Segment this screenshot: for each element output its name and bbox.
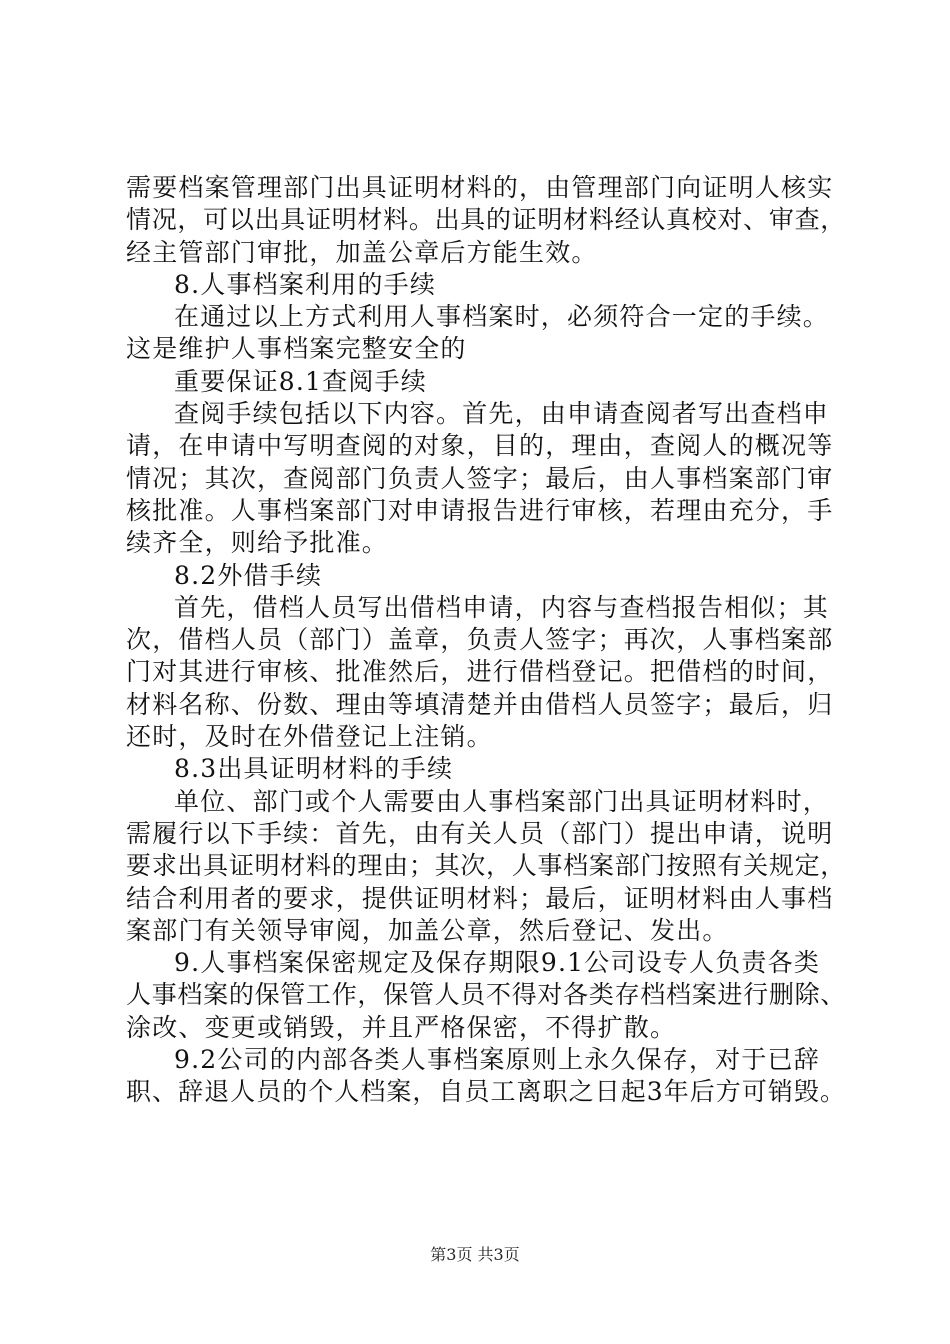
text-line: 需履行以下手续：首先，由有关人员（部门）提出申请，说明 (126, 818, 834, 848)
text-line: 案部门有关领导审阅，加盖公章，然后登记、发出。 (126, 915, 729, 945)
text-line: 9.2公司的内部各类人事档案原则上永久保存，对于已辞 (174, 1045, 820, 1075)
text-line: 这是维护人事档案完整安全的 (126, 334, 467, 364)
text-line: 请，在申请中写明查阅的对象，目的，理由，查阅人的概况等 (126, 431, 834, 461)
section-heading: 8.2外借手续 (174, 560, 323, 590)
text-line: 核批准。人事档案部门对申请报告进行审核，若理由充分，手 (126, 495, 834, 525)
text-line: 情况，可以出具证明材料。出具的证明材料经认真校对、审查， (126, 205, 846, 235)
section-heading: 9.人事档案保密规定及保存期限9.1公司设专人负责各类 (174, 948, 821, 978)
text-line: 经主管部门审批，加盖公章后方能生效。 (126, 237, 598, 267)
text-line: 在通过以上方式利用人事档案时，必须符合一定的手续。 (174, 302, 830, 332)
text-line: 首先，借档人员写出借档申请，内容与查档报告相似；其 (174, 592, 830, 622)
text-line: 涂改、变更或销毁，并且严格保密，不得扩散。 (126, 1012, 677, 1042)
text-line: 情况；其次，查阅部门负责人签字；最后，由人事档案部门审 (126, 463, 834, 493)
text-line: 需要档案管理部门出具证明材料的，由管理部门向证明人核实 (126, 173, 834, 202)
text-line: 结合利用者的要求，提供证明材料；最后，证明材料由人事档 (126, 883, 834, 913)
section-heading: 8.人事档案利用的手续 (174, 269, 437, 299)
text-line: 查阅手续包括以下内容。首先，由申请查阅者写出查档申 (174, 399, 830, 429)
section-heading: 重要保证8.1查阅手续 (174, 366, 427, 396)
text-line: 还时，及时在外借登记上注销。 (126, 722, 493, 752)
text-line: 续齐全，则给予批准。 (126, 528, 389, 558)
text-line: 要求出具证明材料的理由；其次，人事档案部门按照有关规定， (126, 851, 846, 881)
text-line: 次，借档人员（部门）盖章，负责人签字；再次，人事档案部 (126, 625, 834, 655)
section-heading: 8.3出具证明材料的手续 (174, 754, 454, 784)
text-line: 职、辞退人员的个人档案，自员工离职之日起3年后方可销毁。 (126, 1077, 846, 1107)
text-line: 人事档案的保管工作，保管人员不得对各类存档档案进行删除、 (126, 980, 846, 1010)
page-footer: 第3页 共3页 (430, 1245, 520, 1264)
text-line: 单位、部门或个人需要由人事档案部门出具证明材料时， (174, 786, 830, 816)
document-body (126, 172, 846, 1109)
text-line: 材料名称、份数、理由等填清楚并由借档人员签字；最后，归 (126, 689, 834, 719)
text-line: 门对其进行审核、批准然后，进行借档登记。把借档的时间， (126, 657, 834, 687)
